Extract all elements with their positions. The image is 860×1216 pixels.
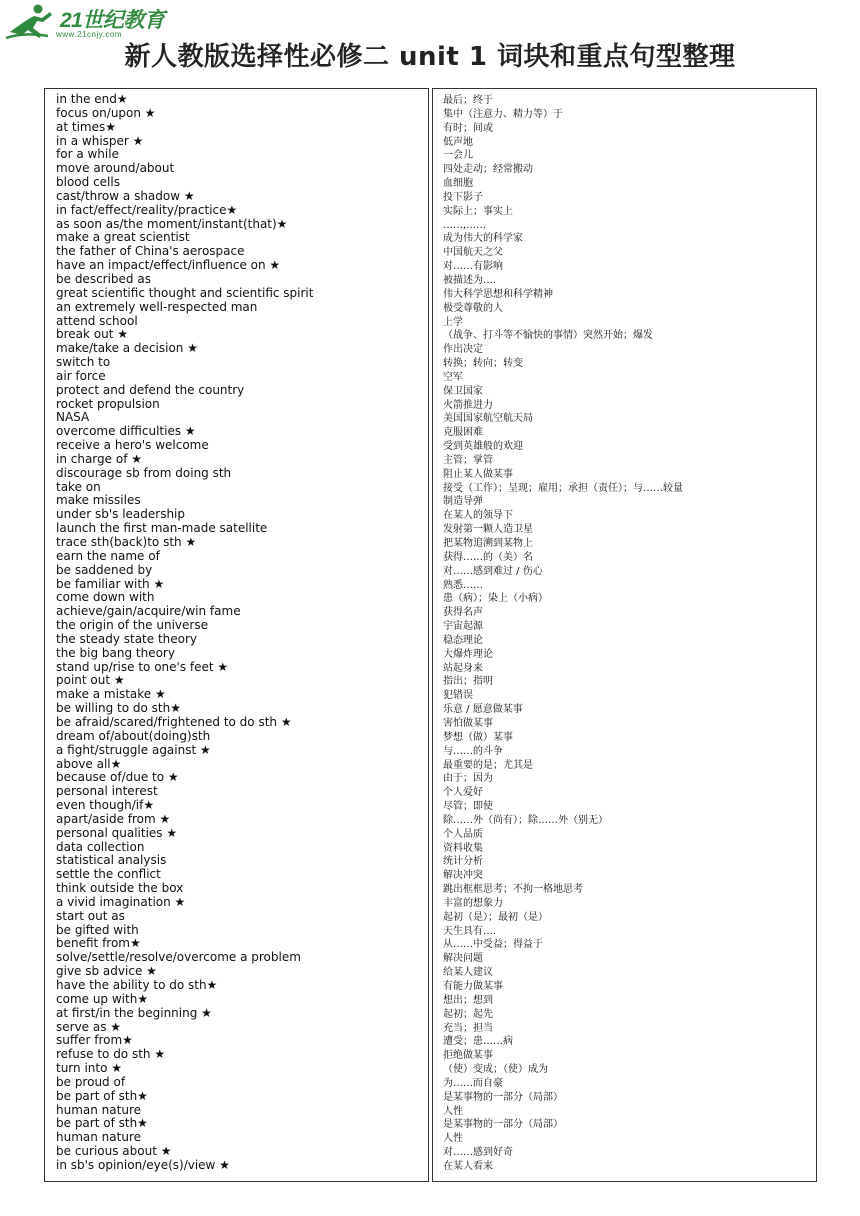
english-phrase: move around/about: [56, 161, 175, 176]
english-phrase: have an impact/effect/influence on ★: [56, 258, 281, 273]
chinese-meaning: 伟大科学思想和科学精神: [443, 288, 553, 300]
english-phrase: protect and defend the country: [56, 382, 245, 397]
page-title: 新人教版选择性必修二 unit 1 词块和重点句型整理: [124, 42, 736, 72]
english-phrase: achieve/gain/acquire/win fame: [56, 604, 241, 619]
chinese-meaning: 从……中受益；得益于: [443, 939, 543, 951]
english-phrase: in fact/effect/reality/practice★: [56, 202, 238, 217]
chinese-meaning: 解决问题: [443, 953, 483, 965]
chinese-meaning: 充当；担当: [443, 1022, 493, 1034]
chinese-meaning: 主管；掌管: [443, 454, 493, 466]
english-phrase: solve/settle/resolve/overcome a problem: [56, 950, 301, 965]
chinese-meaning: 保卫国家: [443, 385, 483, 397]
english-phrase: air force: [56, 368, 106, 383]
chinese-meaning: 与……的斗争: [443, 745, 503, 757]
chinese-meaning: 梦想（做）某事: [443, 731, 513, 743]
chinese-meaning: 犯错误: [443, 690, 473, 702]
chinese-meaning: 指出；指明: [443, 676, 493, 688]
chinese-meaning: （使）变成；（使）成为: [443, 1064, 548, 1076]
chinese-meaning: 尽管；即使: [443, 801, 493, 813]
english-phrase: be afraid/scared/frightened to do sth ★: [56, 714, 292, 729]
chinese-meaning: 发射第一颗人造卫星: [443, 524, 533, 536]
chinese-meaning: 最后；终于: [443, 95, 493, 106]
chinese-meaning: 四处走动；经常搬动: [443, 164, 533, 176]
english-phrase: human nature: [56, 1130, 141, 1145]
chinese-meaning: 起初；起先: [443, 1008, 493, 1020]
chinese-meaning: 个人爱好: [443, 787, 483, 799]
english-phrase: above all★: [56, 756, 122, 771]
english-phrase: be gifted with: [56, 922, 139, 937]
english-phrase: refuse to do sth ★: [56, 1047, 166, 1062]
chinese-meaning: 天生具有….: [443, 925, 497, 937]
chinese-meaning-column: [432, 88, 817, 1182]
english-phrase: focus on/upon ★: [56, 105, 156, 120]
english-phrase: stand up/rise to one's feet ★: [56, 659, 229, 674]
english-phrase: receive a hero's welcome: [56, 438, 209, 453]
english-phrase: at times★: [56, 119, 116, 134]
english-phrase: be proud of: [56, 1074, 126, 1089]
chinese-meaning: 大爆炸理论: [443, 648, 493, 660]
english-phrase: make missiles: [56, 493, 141, 508]
english-phrase: be part of sth★: [56, 1088, 148, 1103]
chinese-meaning: 集中（注意力、精力等）于: [443, 108, 563, 120]
chinese-meaning: 资料收集: [443, 842, 483, 854]
chinese-meaning: 个人品质: [443, 828, 483, 840]
english-phrase: be curious about ★: [56, 1144, 172, 1159]
english-phrase: trace sth(back)to sth ★: [56, 535, 197, 549]
chinese-meaning: 稳态理论: [443, 634, 483, 646]
english-phrase: at first/in the beginning ★: [56, 1005, 212, 1020]
english-phrase: make/take a decision ★: [56, 341, 198, 356]
english-phrase: come down with: [56, 590, 155, 605]
chinese-meaning: 熟悉……: [443, 579, 483, 591]
english-phrase: suffer from★: [56, 1033, 133, 1048]
english-phrase: statistical analysis: [56, 853, 167, 868]
chinese-meaning: （战争、打斗等不愉快的事情）突然开始；爆发: [443, 330, 653, 342]
chinese-meaning: 是某事物的一部分（局部）: [443, 1119, 563, 1131]
chinese-meaning: 害怕做某事: [443, 717, 493, 729]
chinese-meaning: 低声地: [443, 136, 473, 148]
english-phrase: make a mistake ★: [56, 687, 166, 702]
english-phrase: switch to: [56, 355, 111, 370]
chinese-meaning: 解决冲突: [443, 870, 483, 882]
english-phrase: point out ★: [56, 673, 125, 688]
chinese-meaning: 受到英雄般的欢迎: [443, 441, 523, 453]
chinese-meaning: 拒绝做某事: [443, 1050, 493, 1062]
chinese-meaning: 由于；因为: [443, 773, 493, 785]
chinese-meaning: 作出决定: [443, 344, 483, 356]
chinese-meaning: 有能力做某事: [443, 981, 503, 992]
chinese-meaning: ……,……: [443, 219, 487, 231]
chinese-meaning: 给某人建议: [443, 967, 493, 979]
english-phrase: personal qualities ★: [56, 825, 178, 840]
chinese-meaning: 制造导弹: [443, 496, 483, 508]
english-phrase: benefit from★: [56, 936, 141, 951]
english-phrase: for a while: [56, 147, 119, 162]
chinese-meaning: 美国国家航空航天局: [443, 413, 533, 425]
chinese-meaning: 宇宙起源: [443, 621, 483, 633]
chinese-meaning: 乐意 / 愿意做某事: [443, 704, 523, 716]
chinese-meaning: 阻止某人做某事: [443, 468, 513, 480]
chinese-meaning: 投下影子: [443, 191, 483, 203]
chinese-meaning: 在某人的领导下: [443, 510, 513, 522]
english-phrase: turn into ★: [56, 1061, 123, 1076]
english-phrase: data collection: [56, 839, 145, 854]
chinese-meaning: 站起身来: [443, 662, 483, 674]
chinese-meaning: 起初（是）；最初（是）: [443, 911, 548, 923]
english-phrase: in a whisper ★: [56, 133, 144, 148]
english-phrase: make a great scientist: [56, 230, 190, 245]
english-phrase: attend school: [56, 313, 138, 328]
english-phrase: give sb advice ★: [56, 964, 157, 979]
english-phrase: because of/due to ★: [56, 770, 179, 785]
english-phrase-column: [44, 88, 429, 1182]
chinese-meaning: 极受尊敬的人: [443, 302, 503, 314]
english-phrase: the origin of the universe: [56, 618, 208, 633]
english-phrase: under sb's leadership: [56, 507, 186, 522]
chinese-meaning: 人性: [443, 1105, 463, 1117]
chinese-meaning: 对……感到好奇: [443, 1147, 513, 1159]
chinese-meaning: 是某事物的一部分（局部）: [443, 1091, 563, 1103]
english-phrase: the steady state theory: [56, 631, 198, 646]
english-phrase: a fight/struggle against ★: [56, 742, 211, 757]
english-phrase: cast/throw a shadow ★: [56, 188, 195, 203]
chinese-meaning: 除……外（尚有）；除……外（别无）: [443, 814, 608, 826]
english-phrase: dream of/about(doing)sth: [56, 728, 211, 743]
english-phrase: an extremely well-respected man: [56, 299, 258, 314]
english-phrase: the big bang theory: [56, 645, 175, 660]
english-phrase: be saddened by: [56, 562, 153, 577]
chinese-meaning: 获得……的（美）名: [443, 551, 533, 563]
english-phrase: in sb's opinion/eye(s)/view ★: [56, 1157, 230, 1172]
english-phrase: be willing to do sth★: [56, 701, 181, 716]
chinese-meaning: 把某物追溯到某物上: [443, 538, 533, 549]
chinese-meaning: 被描述为….: [443, 274, 497, 286]
chinese-meaning: 有时；间或: [443, 122, 493, 134]
english-phrase: as soon as/the moment/instant(that)★: [56, 216, 288, 231]
english-phrase: earn the name of: [56, 548, 160, 563]
english-phrase: launch the first man-made satellite: [56, 521, 268, 536]
english-phrase: even though/if★: [56, 798, 155, 813]
chinese-meaning: 统计分析: [443, 856, 483, 868]
english-phrase: apart/aside from ★: [56, 811, 171, 826]
chinese-meaning: 血细胞: [443, 178, 473, 190]
english-phrase: start out as: [56, 908, 125, 923]
chinese-meaning: 中国航天之父: [443, 247, 503, 259]
english-phrase: have the ability to do sth★: [56, 978, 218, 992]
english-phrase: rocket propulsion: [56, 396, 160, 411]
chinese-meaning: 遭受；患……病: [443, 1036, 513, 1048]
english-phrase: NASA: [56, 410, 90, 425]
english-phrase: overcome difficulties ★: [56, 424, 196, 439]
chinese-meaning: 成为伟大的科学家: [443, 233, 523, 245]
logo-text: 21世纪教育: [60, 9, 165, 32]
english-phrase: discourage sb from doing sth: [56, 465, 232, 480]
english-phrase: take on: [56, 479, 101, 494]
chinese-meaning: 为……而自豪: [443, 1077, 503, 1089]
chinese-meaning: 患（病）；染上（小病）: [443, 593, 548, 605]
chinese-meaning: 接受（工作）；呈现；雇用；承担（责任）；与……较量: [443, 482, 683, 494]
chinese-meaning: 空军: [443, 371, 463, 383]
chinese-meaning: 上学: [443, 316, 463, 328]
chinese-meaning: 对……感到难过 / 伤心: [443, 565, 543, 577]
english-phrase: serve as ★: [56, 1019, 122, 1034]
english-phrase: be familiar with ★: [56, 576, 165, 591]
logo-url: www.21cnjy.com: [56, 30, 122, 39]
english-phrase: break out ★: [56, 327, 129, 342]
chinese-meaning: 跳出框框思考；不拘一格地思考: [443, 884, 583, 896]
chinese-meaning: 获得名声: [443, 607, 483, 619]
chinese-meaning: 想出；想到: [443, 994, 493, 1006]
chinese-meaning: 实际上；事实上: [443, 205, 513, 217]
english-phrase: personal interest: [56, 784, 158, 799]
english-phrase: blood cells: [56, 175, 120, 190]
english-phrase: great scientific thought and scientific spirit: [56, 285, 314, 300]
english-phrase: human nature: [56, 1102, 141, 1117]
english-phrase: in the end★: [56, 92, 128, 106]
chinese-meaning: 克服困难: [443, 427, 483, 439]
chinese-meaning: 丰富的想象力: [443, 897, 503, 909]
english-phrase: come up with★: [56, 991, 149, 1006]
english-phrase: be described as: [56, 271, 151, 286]
english-phrase: the father of China's aerospace: [56, 244, 245, 259]
chinese-meaning: 人性: [443, 1133, 463, 1145]
chinese-meaning: 火箭推进力: [443, 399, 493, 411]
chinese-meaning: 最重要的是；尤其是: [443, 759, 533, 771]
english-phrase: a vivid imagination ★: [56, 894, 186, 909]
english-phrase: think outside the box: [56, 881, 184, 896]
chinese-meaning: 对……有影响: [443, 261, 503, 273]
english-phrase: in charge of ★: [56, 451, 142, 466]
chinese-meaning: 一会儿: [443, 150, 473, 162]
english-phrase: be part of sth★: [56, 1116, 148, 1131]
chinese-meaning: 转换；转向；转变: [443, 358, 523, 370]
chinese-meaning: 在某人看来: [443, 1160, 493, 1172]
english-phrase: settle the conflict: [56, 867, 161, 882]
